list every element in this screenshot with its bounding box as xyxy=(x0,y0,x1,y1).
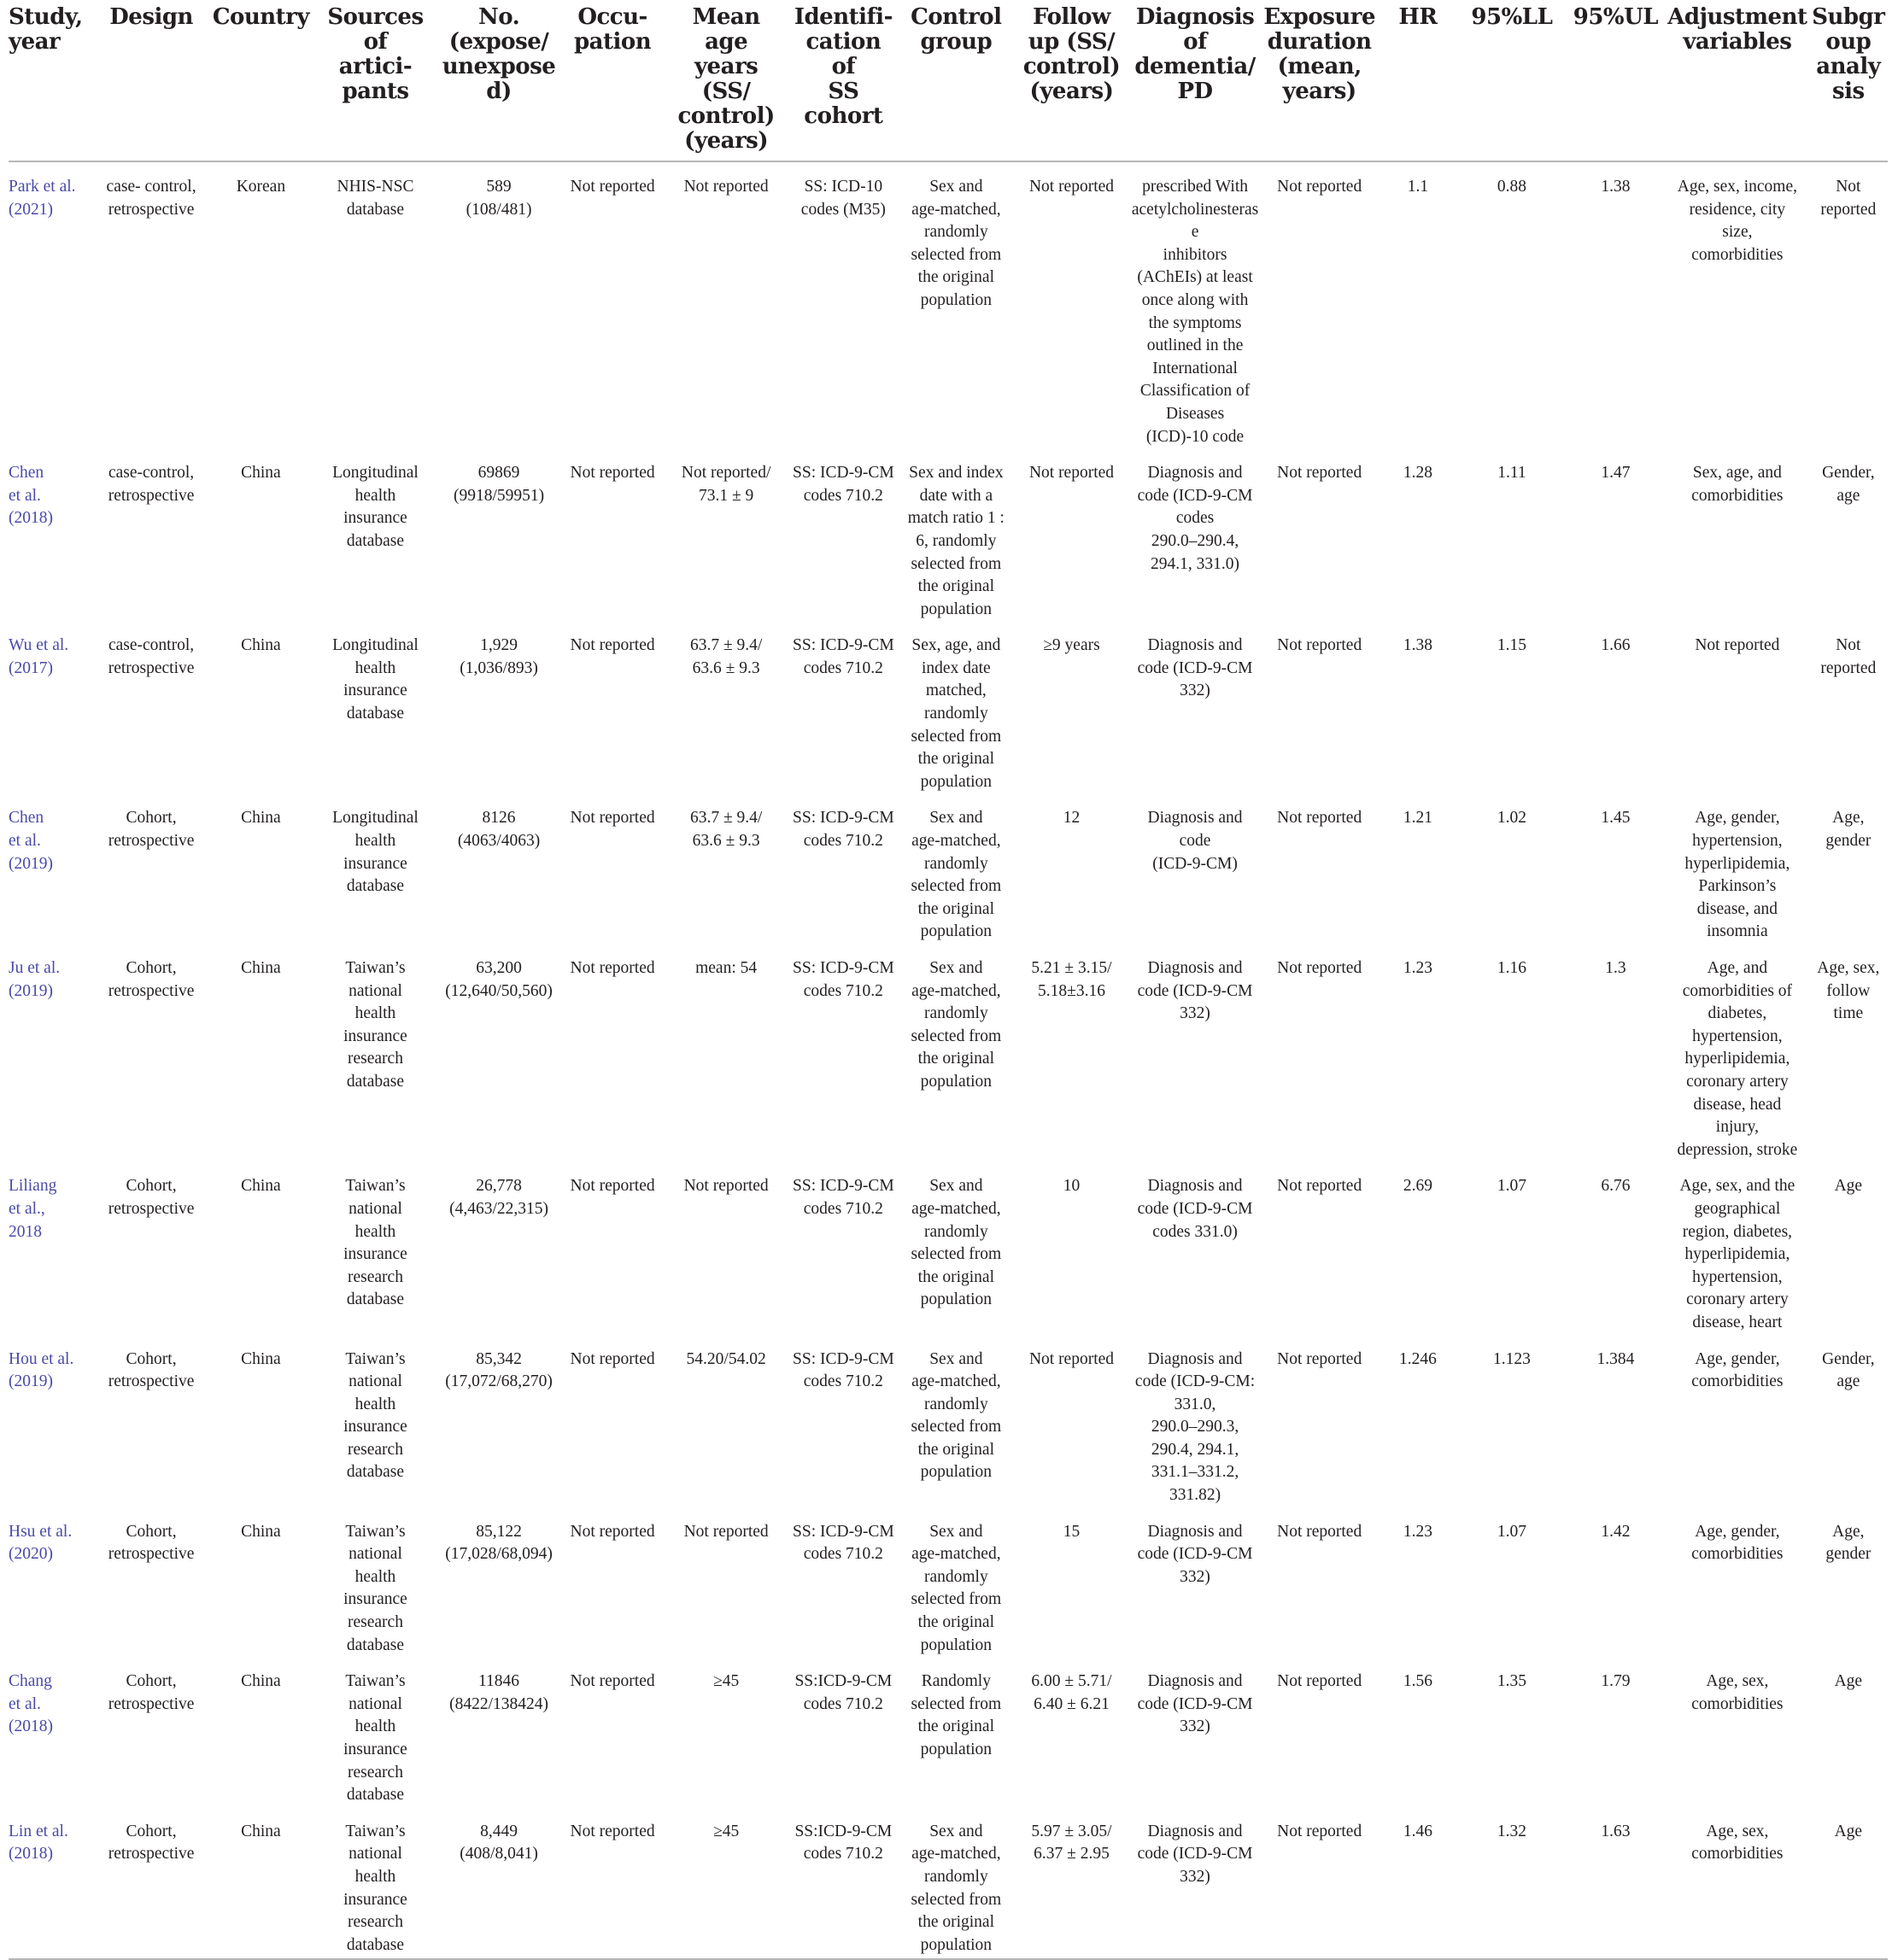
mean-age-cell: Not reported xyxy=(683,1522,769,1541)
design-cell: Cohort, retrospective xyxy=(108,1177,195,1218)
adjustment-cell: Age, gender, comorbidities xyxy=(1691,1349,1784,1391)
identification-cell: SS: ICD-9-CM codes 710.2 xyxy=(793,636,894,677)
follow-up-cell: Not reported xyxy=(1028,178,1115,196)
exposure-duration-cell: Not reported xyxy=(1277,959,1362,977)
control-group-cell: Sex and age-matched, randomly selected from the original population xyxy=(911,1349,1002,1482)
study-year-cell[interactable]: Ju et al. (2019) xyxy=(9,959,61,1000)
exposure-duration-cell: Not reported xyxy=(1277,1349,1362,1368)
table-row xyxy=(9,448,1888,621)
study-year-cell[interactable]: Lin et al. (2018) xyxy=(9,1807,96,1960)
hr-cell: 1.21 xyxy=(1403,809,1432,828)
hr-cell: 1.1 xyxy=(1407,178,1429,196)
identification-cell: SS: ICD-9-CM codes 710.2 xyxy=(793,1177,894,1218)
hr-cell: 1.46 xyxy=(1378,1807,1458,1960)
exposure-duration-cell: Not reported xyxy=(1262,1807,1378,1960)
sources-cell: NHIS-NSC database xyxy=(337,178,414,219)
diagnosis-cell: Diagnosis and code (ICD-9-CM 332) xyxy=(1137,1672,1253,1736)
upper-limit-cell: 1.66 xyxy=(1601,636,1631,655)
occupation-cell: Not reported xyxy=(570,959,655,977)
col-header-diagnosis: Diagnosis of dementia/ PD xyxy=(1129,0,1262,161)
control-group-cell: Randomly selected from the original population xyxy=(911,1672,1002,1758)
design-cell: Cohort, retrospective xyxy=(108,1349,195,1391)
participant-number-cell: 8126 (4063/4063) xyxy=(457,809,541,851)
participant-number-cell: 26,778 (4,463/22,315) xyxy=(449,1177,548,1218)
sources-cell: Longitudinal health insurance database xyxy=(332,809,419,896)
control-group-cell: Sex and age-matched, randomly selected from the original population xyxy=(911,959,1002,1091)
lower-limit-cell: 0.88 xyxy=(1497,178,1526,196)
control-group-cell: Sex, age, and index date matched, randomly selected from the original population xyxy=(911,636,1002,791)
table-row xyxy=(9,1335,1888,1507)
participant-number-cell: 8,449 (408/8,041) xyxy=(436,1807,562,1960)
country-cell: China xyxy=(241,1177,281,1196)
occupation-cell: Not reported xyxy=(570,809,655,828)
identification-cell: SS:ICD-9-CM codes 710.2 xyxy=(794,1672,893,1713)
diagnosis-cell: Diagnosis and code (ICD-9-CM codes 290.0–290.4, 294.1, 331.0) xyxy=(1137,464,1253,573)
lower-limit-cell: 1.07 xyxy=(1497,1522,1526,1541)
table-row xyxy=(9,1807,1888,1960)
sources-cell: Taiwan’s national health insurance research database xyxy=(343,1522,407,1654)
mean-age-cell: 63.7 ± 9.4/ 63.6 ± 9.3 xyxy=(689,636,763,677)
hr-cell: 1.56 xyxy=(1403,1672,1432,1691)
subgroup-cell: Age xyxy=(1834,1672,1863,1691)
table-row xyxy=(9,1657,1888,1807)
study-year-cell[interactable]: Hsu et al. (2020) xyxy=(9,1522,73,1564)
hr-cell: 1.23 xyxy=(1403,1522,1432,1541)
subgroup-cell: Gender, age xyxy=(1822,464,1875,505)
sources-cell: Taiwan’s national health insurance research database xyxy=(343,1349,407,1482)
col-header-adjustment: Adjustment variables xyxy=(1666,0,1809,161)
participant-number-cell: 69869 (9918/59951) xyxy=(453,464,545,505)
country-cell: China xyxy=(241,1522,281,1541)
participant-number-cell: 1,929 (1,036/893) xyxy=(460,636,538,677)
mean-age-cell: ≥45 xyxy=(713,1672,740,1691)
mean-age-cell: Not reported xyxy=(683,1177,769,1196)
upper-limit-cell: 1.47 xyxy=(1601,464,1631,483)
exposure-duration-cell: Not reported xyxy=(1277,636,1362,655)
subgroup-cell: Not reported xyxy=(1820,178,1877,219)
study-year-cell[interactable]: Chen et al. (2018) xyxy=(9,464,53,528)
adjustment-cell: Age, gender, hypertension, hyperlipidemia, Parkinson’s disease, and insomnia xyxy=(1684,809,1790,941)
mean-age-cell: mean: 54 xyxy=(695,959,758,977)
table-row xyxy=(9,1507,1888,1658)
header-row xyxy=(9,0,1888,161)
upper-limit-cell: 1.384 xyxy=(1596,1349,1635,1368)
control-group-cell: Sex and age-matched, randomly selected from the original population xyxy=(911,1522,1002,1654)
col-header-95ul: 95%UL xyxy=(1566,0,1666,161)
exposure-duration-cell: Not reported xyxy=(1277,1177,1362,1196)
subgroup-cell: Age, sex, follow time xyxy=(1817,959,1880,1023)
table-row xyxy=(9,793,1888,944)
study-year-cell[interactable]: Chen et al. (2019) xyxy=(9,809,53,873)
country-cell: Korean xyxy=(236,178,286,196)
identification-cell: SS:ICD-9-CM codes 710.2 xyxy=(788,1807,898,1960)
sources-cell: Longitudinal health insurance database xyxy=(332,636,419,723)
table-row xyxy=(9,621,1888,793)
lower-limit-cell: 1.32 xyxy=(1458,1807,1566,1960)
table-body xyxy=(9,161,1888,1959)
occupation-cell: Not reported xyxy=(570,1177,655,1196)
follow-up-cell: Not reported xyxy=(1028,464,1115,483)
adjustment-cell: Age, and comorbidities of diabetes, hypertension, hyperlipidemia, coronary artery disease, head injury, depression, stroke xyxy=(1677,959,1798,1159)
mean-age-cell: 54.20/54.02 xyxy=(686,1349,766,1368)
exposure-duration-cell: Not reported xyxy=(1277,464,1362,483)
sources-cell: Taiwan’s national health insurance research database xyxy=(314,1807,436,1960)
study-year-cell[interactable]: Wu et al. (2017) xyxy=(9,636,69,677)
subgroup-cell: Not reported xyxy=(1820,636,1877,677)
col-header-hr: HR xyxy=(1378,0,1458,161)
diagnosis-cell: Diagnosis and code (ICD-9-CM: 331.0, 290.0–290.3, 290.4, 294.1, 331.1–331.2, 331.82) xyxy=(1134,1349,1256,1505)
upper-limit-cell: 1.45 xyxy=(1601,809,1631,828)
mean-age-cell: Not reported xyxy=(683,178,769,196)
upper-limit-cell: 6.76 xyxy=(1601,1177,1631,1196)
diagnosis-cell: Diagnosis and code (ICD-9-CM 332) xyxy=(1137,636,1253,700)
design-cell: Cohort, retrospective xyxy=(108,959,195,1000)
country-cell: China xyxy=(241,1672,281,1691)
col-header-identification: Identifi- cation of SS cohort xyxy=(788,0,898,161)
design-cell: case-control, retrospective xyxy=(108,636,195,677)
identification-cell: SS: ICD-10 codes (M35) xyxy=(800,178,886,219)
identification-cell: SS: ICD-9-CM codes 710.2 xyxy=(793,1349,894,1391)
diagnosis-cell: Diagnosis and code (ICD-9-CM) xyxy=(1147,809,1243,873)
follow-up-cell: 12 xyxy=(1063,809,1081,828)
design-cell: Cohort, retrospective xyxy=(108,1522,195,1564)
table-row xyxy=(9,1161,1888,1334)
adjustment-cell: Age, sex, and the geographical region, diabetes, hyperlipidemia, hypertension, coronary artery disease, heart xyxy=(1679,1177,1795,1331)
study-year-cell[interactable]: Chang et al. (2018) xyxy=(9,1672,53,1736)
identification-cell: SS: ICD-9-CM codes 710.2 xyxy=(793,809,894,851)
hr-cell: 1.28 xyxy=(1403,464,1432,483)
exposure-duration-cell: Not reported xyxy=(1277,809,1362,828)
control-group-cell: Sex and age-matched, randomly selected from the original population xyxy=(911,178,1002,309)
col-header-mean-age: Mean age years (SS/ control) (years) xyxy=(664,0,789,161)
adjustment-cell: Age, sex, comorbidities xyxy=(1691,1672,1784,1713)
study-year-cell[interactable]: Hou et al. (2019) xyxy=(9,1349,74,1391)
sources-cell: Taiwan’s national health insurance research database xyxy=(343,1672,407,1805)
participant-number-cell: 11846 (8422/138424) xyxy=(449,1672,548,1713)
country-cell: China xyxy=(208,1807,315,1960)
col-header-occupation: Occu- pation xyxy=(561,0,663,161)
sources-cell: Taiwan’s national health insurance research database xyxy=(343,1177,407,1309)
follow-up-cell: 5.21 ± 3.15/ 5.18±3.16 xyxy=(1031,959,1112,1000)
col-header-country: Country xyxy=(208,0,315,161)
hr-cell: 1.246 xyxy=(1398,1349,1437,1368)
identification-cell: SS: ICD-9-CM codes 710.2 xyxy=(793,959,894,1000)
diagnosis-cell: Diagnosis and code (ICD-9-CM codes 331.0) xyxy=(1137,1177,1253,1241)
adjustment-cell: Age, sex, comorbidities xyxy=(1666,1807,1809,1960)
lower-limit-cell: 1.15 xyxy=(1497,636,1526,655)
identification-cell: SS: ICD-9-CM codes 710.2 xyxy=(793,464,894,505)
follow-up-cell: 6.00 ± 5.71/ 6.40 ± 6.21 xyxy=(1031,1672,1112,1713)
study-characteristics-table xyxy=(9,0,1888,1960)
follow-up-cell: 10 xyxy=(1063,1177,1081,1196)
lower-limit-cell: 1.07 xyxy=(1497,1177,1526,1196)
study-characteristics-table-page xyxy=(9,0,1888,1954)
col-header-95ll: 95%LL xyxy=(1458,0,1566,161)
occupation-cell: Not reported xyxy=(570,178,655,196)
adjustment-cell: Sex, age, and comorbidities xyxy=(1691,464,1784,505)
design-cell: case- control, retrospective xyxy=(106,178,196,219)
table-row xyxy=(9,944,1888,1161)
control-group-cell: Sex and age-matched, randomly selected from the original population xyxy=(911,809,1002,941)
diagnosis-cell: Diagnosis and code (ICD-9-CM 332) xyxy=(1129,1807,1262,1960)
participant-number-cell: 85,122 (17,028/68,094) xyxy=(445,1522,553,1564)
control-group-cell: Sex and age-matched, randomly selected from the original population xyxy=(898,1807,1014,1960)
occupation-cell: Not reported xyxy=(570,1672,655,1691)
design-cell: Cohort, retrospective xyxy=(108,809,195,851)
upper-limit-cell: 1.42 xyxy=(1601,1522,1631,1541)
design-cell: Cohort, retrospective xyxy=(96,1807,208,1960)
exposure-duration-cell: Not reported xyxy=(1277,178,1362,196)
subgroup-cell: Gender, age xyxy=(1822,1349,1875,1391)
col-header-design: Design xyxy=(96,0,208,161)
lower-limit-cell: 1.16 xyxy=(1497,959,1526,977)
hr-cell: 1.38 xyxy=(1403,636,1432,655)
mean-age-cell: 63.7 ± 9.4/ 63.6 ± 9.3 xyxy=(689,809,763,851)
col-header-sources: Sources of artici- pants xyxy=(314,0,436,161)
hr-cell: 1.23 xyxy=(1403,959,1432,977)
mean-age-cell: ≥45 xyxy=(664,1807,789,1960)
follow-up-cell: ≥9 years xyxy=(1043,636,1100,655)
subgroup-cell: Age, gender xyxy=(1825,1522,1871,1564)
col-header-number: No. (expose/ unexposed) xyxy=(436,0,562,161)
hr-cell: 2.69 xyxy=(1403,1177,1432,1196)
design-cell: Cohort, retrospective xyxy=(108,1672,195,1713)
follow-up-cell: 15 xyxy=(1063,1522,1081,1541)
col-header-exposure-duration: Exposure duration (mean, years) xyxy=(1262,0,1378,161)
lower-limit-cell: 1.35 xyxy=(1497,1672,1526,1691)
identification-cell: SS: ICD-9-CM codes 710.2 xyxy=(793,1522,894,1564)
country-cell: China xyxy=(241,959,281,977)
upper-limit-cell: 1.38 xyxy=(1601,178,1631,196)
lower-limit-cell: 1.123 xyxy=(1492,1349,1531,1368)
participant-number-cell: 85,342 (17,072/68,270) xyxy=(445,1349,553,1391)
control-group-cell: Sex and age-matched, randomly selected from the original population xyxy=(911,1177,1002,1309)
design-cell: case-control, retrospective xyxy=(108,464,195,505)
country-cell: China xyxy=(241,464,281,483)
adjustment-cell: Age, sex, income, residence, city size, comorbidities xyxy=(1677,178,1798,264)
subgroup-cell: Age xyxy=(1809,1807,1888,1960)
lower-limit-cell: 1.02 xyxy=(1497,809,1526,828)
follow-up-cell: Not reported xyxy=(1028,1349,1115,1368)
occupation-cell: Not reported xyxy=(570,636,655,655)
diagnosis-cell: prescribed With acetylcholinesterase inhibitors (AChEIs) at least once along with the symptoms outlined in the International Classification of Diseases (ICD)-10 code xyxy=(1131,178,1259,446)
sources-cell: Taiwan’s national health insurance research database xyxy=(343,959,407,1091)
follow-up-cell: 5.97 ± 3.05/ 6.37 ± 2.95 xyxy=(1014,1807,1128,1960)
diagnosis-cell: Diagnosis and code (ICD-9-CM 332) xyxy=(1137,959,1253,1023)
col-header-control-group: Control group xyxy=(898,0,1014,161)
diagnosis-cell: Diagnosis and code (ICD-9-CM 332) xyxy=(1137,1522,1253,1586)
occupation-cell: Not reported xyxy=(570,1349,655,1368)
upper-limit-cell: 1.63 xyxy=(1566,1807,1666,1960)
control-group-cell: Sex and index date with a match ratio 1 : 6, randomly selected from the original population xyxy=(907,464,1005,618)
participant-number-cell: 63,200 (12,640/50,560) xyxy=(445,959,553,1000)
study-year-cell[interactable]: Park et al. (2021) xyxy=(9,178,76,219)
adjustment-cell: Age, gender, comorbidities xyxy=(1691,1522,1784,1564)
occupation-cell: Not reported xyxy=(561,1807,663,1960)
country-cell: China xyxy=(241,636,281,655)
study-year-cell[interactable]: Liliang et al., 2018 xyxy=(9,1177,57,1241)
col-header-study-year: Study, year xyxy=(9,0,96,161)
subgroup-cell: Age xyxy=(1834,1177,1863,1196)
exposure-duration-cell: Not reported xyxy=(1277,1522,1362,1541)
col-header-subgroup: Subgroup analysis xyxy=(1809,0,1888,161)
country-cell: China xyxy=(241,809,281,828)
adjustment-cell: Not reported xyxy=(1695,636,1780,655)
participant-number-cell: 589 (108/481) xyxy=(466,178,532,219)
subgroup-cell: Age, gender xyxy=(1825,809,1871,851)
country-cell: China xyxy=(241,1349,281,1368)
occupation-cell: Not reported xyxy=(570,1522,655,1541)
upper-limit-cell: 1.79 xyxy=(1601,1672,1631,1691)
exposure-duration-cell: Not reported xyxy=(1277,1672,1362,1691)
col-header-follow-up: Follow up (SS/ control) (years) xyxy=(1014,0,1128,161)
mean-age-cell: Not reported/ 73.1 ± 9 xyxy=(681,464,771,505)
sources-cell: Longitudinal health insurance database xyxy=(332,464,419,550)
upper-limit-cell: 1.3 xyxy=(1605,959,1626,977)
lower-limit-cell: 1.11 xyxy=(1497,464,1526,483)
occupation-cell: Not reported xyxy=(570,464,655,483)
table-row xyxy=(9,161,1888,448)
